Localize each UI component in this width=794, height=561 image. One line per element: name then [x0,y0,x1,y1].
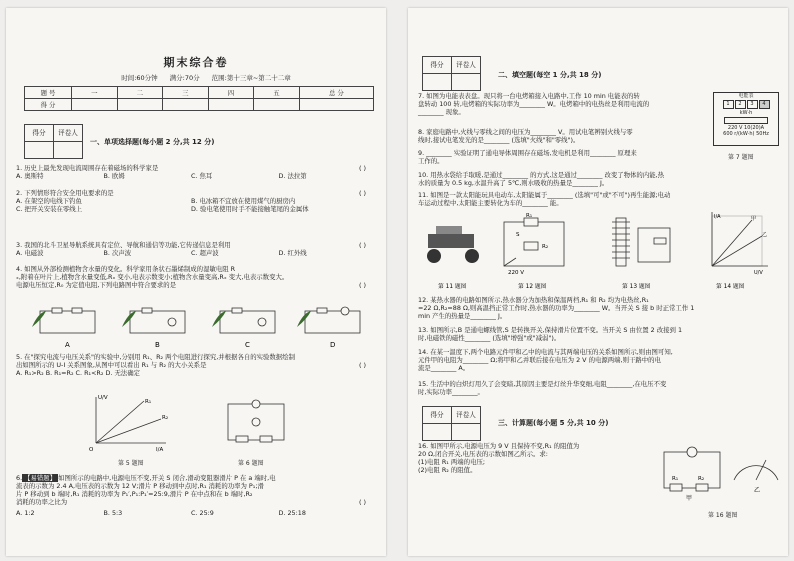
solenoid-figure [612,218,670,266]
question-10-line: 水的质量为 0.5 kg,水温升高了 5℃,则水吸收的热量是________ J。 [418,179,609,187]
question-13-line: 13. 如图所示,B 是通电螺线管,S 是转换开关,保持滑片位置不变。当开关 S 由位置 2 改接到 1 [418,326,683,334]
question-10-line: 10. 用热水袋给手取暖,是通过________ 的方式,这是通过________ 改变了物体的内能,热 [418,171,665,179]
circuit-label-b: B [155,341,160,349]
score-cell: 五 [254,87,300,99]
question-16 [418,442,650,474]
iu-graph-figure [712,212,768,266]
grader-name-label: 评卷人 [452,407,481,424]
question-1-stem: 1. 历史上最先发现电流周围存在着磁场的科学家是 [16,164,159,172]
option-d: D. 红外线 [278,249,307,257]
question-6 [16,474,376,517]
score-table-header-row [25,87,374,99]
graph-axis-u: U/V [98,395,108,401]
meter-title: 电能表 [738,93,754,99]
meter-digit: 3 [747,100,758,108]
option-d: D. 法拉第 [278,172,307,180]
right-exam-page [408,8,788,556]
graph-axis-u: U/V [754,270,763,276]
question-8-line: 线时,接试电笔发光的是________ (选填"火线"和"零线")。 [418,136,580,144]
score-cell: 二 [117,87,163,99]
question-2 [16,189,376,213]
grader-box [422,56,481,91]
question-5-options: A. R₁>R₂ B. R₁=R₂ C. R₁<R₂ D. 无法确定 [16,369,141,377]
option-d: D. 25:18 [278,509,306,517]
heater-switch-label: S [516,232,520,238]
graph-series-jia: 甲 [751,216,757,222]
figure-16-jia-label: 甲 [686,495,693,502]
answer-paren: ( ) [358,241,366,249]
question-12-line: 12. 某热水器的电路如图所示,热水器分为加热和保温两档,R₁ 和 R₂ 均为电热丝,R₁ [418,296,649,304]
question-4-line: 电源电压恒定,R₀ 为定值电阻,下列电路图中符合要求的是 [16,281,177,289]
question-6-line: 如图所示的电路中,电源电压不变,开关 S 闭合,滑动变阻器滑片 P 在 a 端时,电 [58,474,276,482]
grader-box [422,406,481,441]
question-15-line: 时,实际功率________。 [418,388,484,396]
grader-score-label: 得分 [25,125,54,142]
grader-box [24,124,83,159]
score-cell: 四 [208,87,254,99]
question-14-line: 14. 在某一温度下,两个电路元件甲和乙中的电流与其两端电压的关系如图所示,则由图可知, [418,348,673,356]
question-5 [16,353,376,377]
answer-paren: ( ) [358,281,366,289]
question-12-line: =22 Ω,R₂=88 Ω,则高温挡正常工作时,热水器的功率为________ W。当开关 S 接 b 时正常工作 1 [418,304,695,312]
question-8 [418,128,706,144]
question-14-line: 元件甲的电阻为________ Ω;将甲和乙并联后接在电压为 2 V 的电源两端,则干路中的电 [418,356,661,364]
grader-name-label: 评卷人 [452,57,481,74]
question-1 [16,164,376,180]
grader-score-blank [423,424,452,441]
score-cell [117,99,163,111]
figure-14-caption: 第 14 题图 [716,284,745,290]
question-6-circuit-diagram [216,396,296,452]
electricity-meter-figure [713,92,779,146]
question-4-line: 4. 如图从外部检测植物含水量的变化。科学家用条状石墨烯制成的湿敏电阻 R [16,265,236,273]
meter-digit: 2 [735,100,746,108]
option-c: C. 焦耳 [191,172,213,180]
heater-circuit-figure [504,218,564,266]
question-4-line: ₓ,附着在叶片上,植物含水量变低,Rₓ 变小,电表示数变小;植物含水量变高,Rₓ 变大,电表示数变大。 [16,273,289,281]
figure-6-caption: 第 6 题图 [238,460,264,467]
question-16-line: 16. 如图甲所示,电源电压为 9 V 且保持不变,R₁ 的阻值为 [418,442,580,450]
circuit-label-a: A [65,341,70,349]
option-b: B. 次声波 [103,249,132,257]
figure-5-caption: 第 5 题图 [118,460,144,467]
figure-13-caption: 第 13 题图 [622,284,651,290]
grader-score-label: 得分 [423,57,452,74]
score-cell [163,99,209,111]
question-6-line: 片 P 移动到 b 端时,R₁ 消耗的功率为 P₁′,P₁:P₁′=25:9,滑片 P 在中点和在 b 端时,R₂ [16,490,253,498]
question-11-line: 车运动过程中,太阳能主要转化为车的________ 能。 [418,199,563,207]
error-prone-badge: 【易错题】 [24,474,57,482]
exam-title: 期末综合卷 [163,56,229,69]
meter-disc-icon [724,117,768,124]
option-a: A. 奥斯特 [16,172,44,180]
graph-series-yi: 乙 [762,232,768,238]
option-b: B. 5:3 [103,509,123,517]
score-cell: 总 分 [299,87,373,99]
score-cell [299,99,373,111]
exam-scope: 范围:第十三章~第二十二章 [211,74,291,82]
heater-r1-label: R₁ [526,213,533,219]
question-9-line: 工作的。 [418,157,444,165]
circuit-label-d: D [330,341,336,349]
question-9-line: 9. ________ 实验证明了通电导体周围存在磁场,发电机是利用________ 原理来 [418,149,637,157]
score-cell [254,99,300,111]
question-14 [418,348,780,372]
question-3 [16,241,376,257]
question-7-line: 7. 如图为电能表表盘。现只将一台电烤箱接入电路中,工作 10 min 电能表的转 [418,92,640,100]
exam-time: 时间:60分钟 [121,74,158,82]
option-a: A. 电磁波 [16,249,44,257]
figure-7-caption: 第 7 题图 [728,154,754,161]
circuit-r2-label: R₂ [698,476,705,482]
question-16-line: (2)电阻 R₂ 的阻值。 [418,466,477,474]
question-5-line: 5. 在"探究电流与电压关系"的实验中,分别用 R₁、R₂ 两个电阻进行探究,并根据各自的实验数据绘制 [16,353,295,361]
question-11 [418,191,780,207]
grader-name-blank [452,424,481,441]
score-cell: 得 分 [25,99,72,111]
answer-paren: ( ) [358,189,366,197]
exam-meta [46,74,366,82]
graph-axis-i: I/A [156,447,164,453]
question-13-line: 时,电磁铁的磁性________ (选填"增强"或"减弱")。 [418,334,561,342]
section-1-heading: 一、单项选择题(每小题 2 分,共 12 分) [90,138,215,146]
question-6-number: 6. [16,474,23,482]
question-5-line: 出如图所示的 U-I 关系图象,从图中可以看出 R₁ 与 R₂ 的大小关系是 [16,361,207,369]
section-3-heading: 三、计算题(每小题 5 分,共 10 分) [498,419,609,427]
answer-paren: ( ) [358,164,366,172]
option-b: B. 欧姆 [103,172,125,180]
meter-spec-1: 220 V 10(20)A [727,124,765,131]
figures-11-to-14 [416,212,780,294]
question-5-ui-graph [86,391,176,457]
question-12 [418,296,780,320]
meter-unit: kW·h [739,109,753,116]
question-9 [418,149,706,165]
figure-12-caption: 第 12 题图 [518,284,547,290]
question-10 [418,171,780,187]
heater-r2-label: R₂ [542,244,549,250]
option-d: D. 验电笔使用时手不能接触笔尾的金属体 [191,205,309,213]
graph-r1-label: R₁ [145,399,152,405]
heater-voltage-label: 220 V [508,270,525,276]
graph-origin: O [89,447,94,453]
question-6-line: 流表的示数为 2.4 A,电压表的示数为 12 V;滑片 P 移动到中点时,R₁ 消耗的功率为 P₁;滑 [16,482,264,490]
meter-spec-2: 600 r/(kW·h) 50Hz [723,131,769,137]
question-7-line: 盘转动 100 转,电烤箱的实际功率为________ W。电烤箱中的电热丝是利用电流的 [418,100,650,108]
circuit-r1-label: R₁ [672,476,679,482]
question-11-line: 11. 如图是一款太阳能玩具电动车,太阳能属于________ (选填"可"或"不可")再生能源;电动 [418,191,671,199]
question-7 [418,92,706,116]
question-15 [418,380,780,396]
question-15-line: 15. 生活中的白炽灯用久了会变暗,其原因主要是灯丝升华变细,电阻________,在电压不变 [418,380,667,388]
section-2-heading: 二、填空题(每空 1 分,共 18 分) [498,71,602,79]
graph-axis-i: I/A [714,214,721,220]
score-cell [208,99,254,111]
score-cell: 三 [163,87,209,99]
score-table [24,86,374,111]
meter-display [714,100,778,108]
exam-full-score: 满分:70分 [169,74,200,82]
solar-car-figure [427,226,479,263]
figure-11-caption: 第 11 题图 [438,284,467,290]
option-c: C. 25:9 [191,509,214,517]
question-16-line: 20 Ω,闭合开关,电压表的示数如图乙所示。求: [418,450,548,458]
meter-digit: 4 [759,100,770,108]
grader-score-blank [423,74,452,91]
option-c: C. 把开关安装在零线上 [16,205,83,213]
meter-digit: 1 [723,100,734,108]
grader-name-label: 评卷人 [54,125,83,142]
question-3-stem: 3. 我国的北斗卫星导航系统具有定位、导航和通信等功能,它传递信息是利用 [16,241,231,249]
grader-score-blank [25,142,54,159]
circuit-label-c: C [245,341,250,349]
figure-16-circuit-and-voltmeter [656,440,782,510]
graph-r2-label: R₂ [162,415,169,421]
grader-score-label: 得分 [423,407,452,424]
question-7-line: ________ 现象。 [418,108,465,116]
question-8-line: 8. 家庭电路中,火线与零线之间的电压为________ V。用试电笔辨别火线与零 [418,128,633,136]
question-14-line: 流是________ A。 [418,364,470,372]
option-c: C. 超声波 [191,249,219,257]
question-16-line: (1)电阻 R₁ 两端的电压; [418,458,486,466]
question-13 [418,326,780,342]
score-cell: 一 [72,87,118,99]
left-exam-page [6,8,386,556]
option-a: A. 在架空的电线下钓鱼 [16,197,82,205]
score-cell: 题 号 [25,87,72,99]
score-table-score-row [25,99,374,111]
question-4-circuit-diagrams [20,305,370,351]
figure-16-yi-label: 乙 [754,487,761,494]
question-4 [16,265,376,289]
grader-name-blank [452,74,481,91]
answer-paren: ( ) [358,361,366,369]
option-a: A. 1:2 [16,509,35,517]
option-b: B. 电冰箱不宜放在使用煤气的厨房内 [191,197,296,205]
grader-name-blank [54,142,83,159]
question-6-line: 消耗的功率之比为 [16,498,68,506]
figure-16-caption: 第 16 题图 [708,512,738,519]
answer-paren: ( ) [358,498,366,506]
score-cell [72,99,118,111]
question-12-line: min 产生的热量是________ J。 [418,312,507,320]
question-2-stem: 2. 下列情形符合安全用电要求的是 [16,189,114,197]
